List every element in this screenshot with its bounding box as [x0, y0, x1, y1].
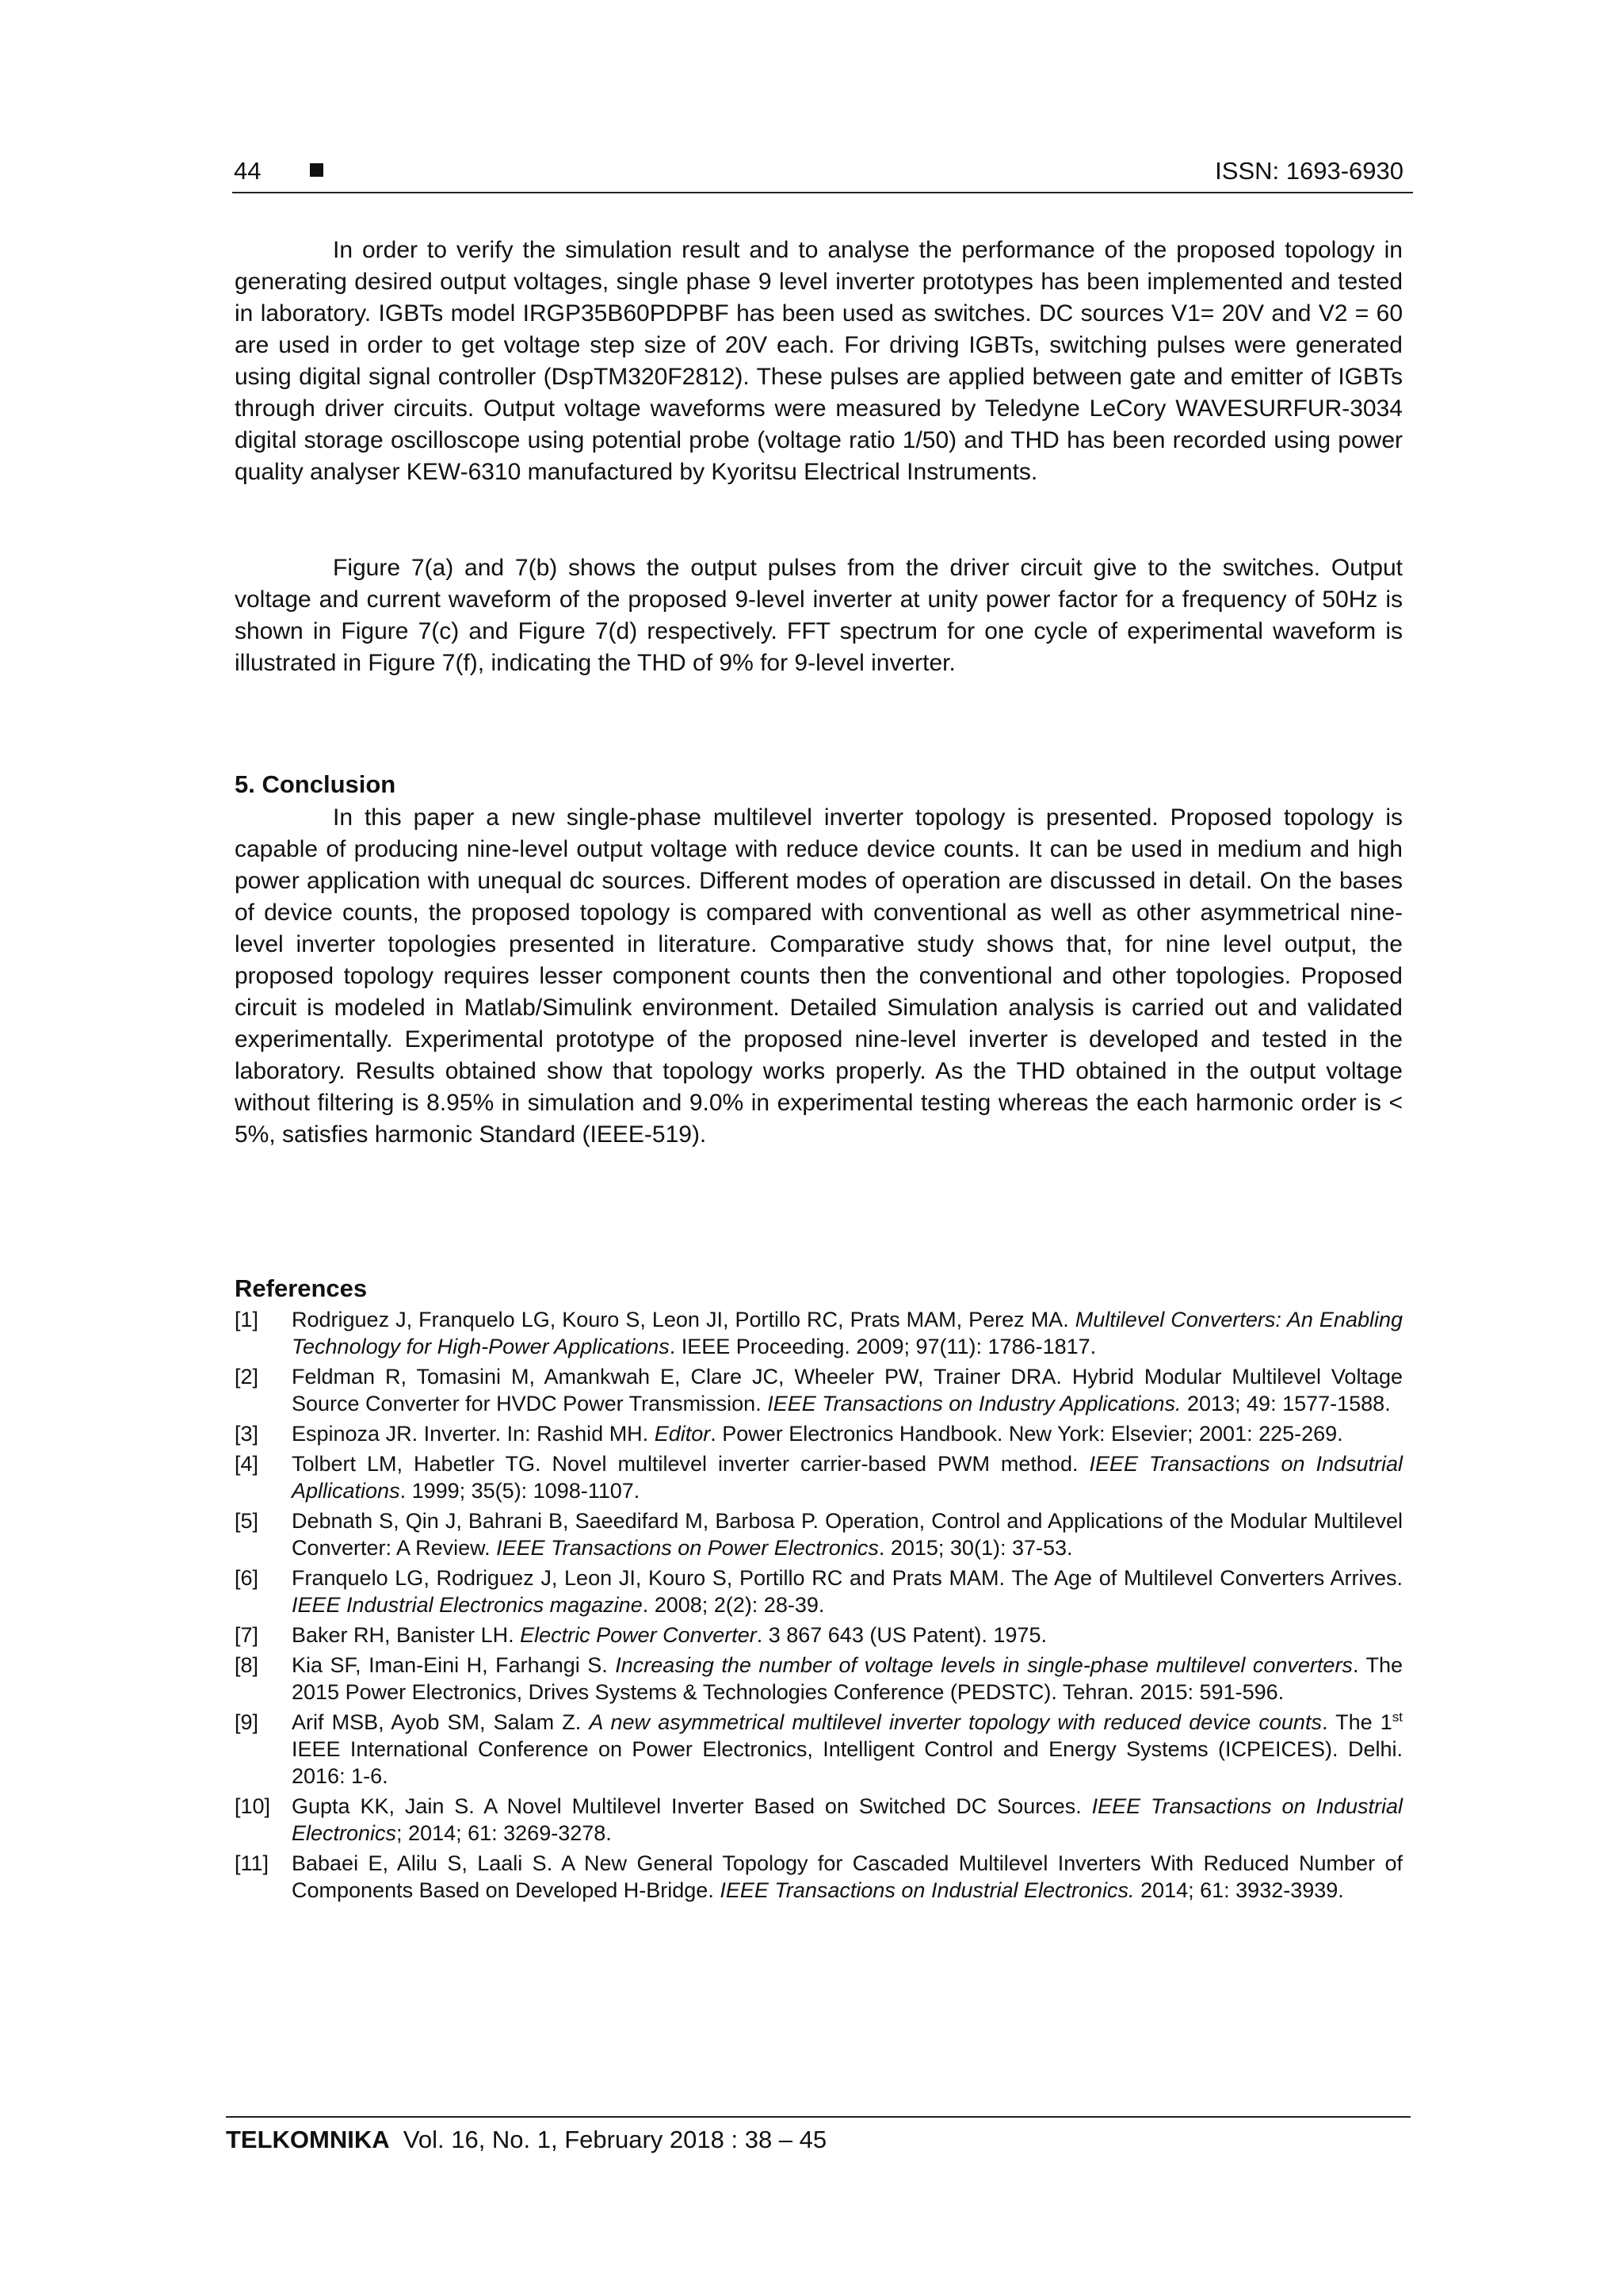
reference-item: [7] Baker RH, Banister LH. Electric Power Converter. 3 867 643 (US Patent). 1975.: [235, 1623, 1047, 1647]
reference-item: [5] Debnath S, Qin J, Bahrani B, Saeedifard M, Barbosa P. Operation, Control and Applications of the Modular Multilevel Converter: A Review. IEEE Transactions on Power Electronics. 2015; 30(1): 37-53.: [235, 1509, 1403, 1560]
reference-item: [6] Franquelo LG, Rodriguez J, Leon JI, Kouro S, Portillo RC and Prats MAM. The Age of Multilevel Converters Arrives. IEEE Industrial Electronics magazine. 2008; 2(2): 28-39.: [235, 1566, 1403, 1617]
reference-item: [1] Rodriguez J, Franquelo LG, Kouro S, Leon JI, Portillo RC, Prats MAM, Perez MA. Multilevel Converters: An Enabling Technology for High-Power Applications. IEEE Proceeding. 2009; 97(11): 1786-1817.: [235, 1308, 1403, 1358]
conclusion-paragraph: In this paper a new single-phase multilevel inverter topology is presented. Proposed topology is capable of producing nine-level output voltage with reduce device counts. It can be used in medium and high power application with unequal dc sources. Different modes of operation are discussed in detail. On the bases of device counts, the proposed topology is compared with conventional as well as other asymmetrical nine-level inverter topologies presented in literature. Comparative study shows that, for nine level output, the proposed topology requires lesser component counts then the conventional and other topologies. Proposed circuit is modeled in Matlab/Simulink environment. Detailed Simulation analysis is carried out and validated experimentally. Experimental prototype of the proposed nine-level inverter is developed and tested in the laboratory. Results obtained show that topology works properly. As the THD obtained in the output voltage without filtering is 8.95% in simulation and 9.0% in experimental testing whereas the each harmonic order is < 5%, satisfies harmonic Standard (IEEE-519).: [235, 804, 1403, 1148]
conclusion-heading: 5. Conclusion: [235, 770, 396, 798]
reference-list: [235, 1306, 1403, 1907]
body-paragraph-1: In order to verify the simulation result and to analyse the performance of the proposed topology in generating desired output voltages, single phase 9 level inverter prototypes has been implemented and tested in laboratory. IGBTs model IRGP35B60PDPBF has been used as switches. DC sources V1= 20V and V2 = 60 are used in order to get voltage step size of 20V each. For driving IGBTs, switching pulses were generated using digital signal controller (DspTM320F2812). These pulses are applied between gate and emitter of IGBTs through driver circuits. Output voltage waveforms were measured by Teledyne LeCory WAVESURFUR-3034 digital storage oscilloscope using potential probe (voltage ratio 1/50) and THD has been recorded using power quality analyser KEW-6310 manufactured by Kyoritsu Electrical Instruments.: [235, 237, 1403, 485]
reference-item: [10] Gupta KK, Jain S. A Novel Multilevel Inverter Based on Switched DC Sources. IEEE Transactions on Industrial Electronics; 2014; 61: 3269-3278.: [235, 1794, 1403, 1845]
issn: ISSN: 1693-6930: [1215, 157, 1403, 185]
reference-item: [9] Arif MSB, Ayob SM, Salam Z. A new asymmetrical multilevel inverter topology with reduced device counts. The 1st IEEE International Conference on Power Electronics, Intelligent Control and Energy Systems (ICPEICES). Delhi. 2016: 1-6.: [235, 1710, 1403, 1788]
square-bullet-icon: [310, 163, 323, 177]
reference-item: [8] Kia SF, Iman-Eini H, Farhangi S. Increasing the number of voltage levels in single-phase multilevel converters. The 2015 Power Electronics, Drives Systems & Technologies Conference (PEDSTC). Tehran. 2015: 591-596.: [235, 1653, 1403, 1704]
reference-item: [2] Feldman R, Tomasini M, Amankwah E, Clare JC, Wheeler PW, Trainer DRA. Hybrid Modular Multilevel Voltage Source Converter for HVDC Power Transmission. IEEE Transactions on Industry Applications. 2013; 49: 1577-1588.: [235, 1365, 1403, 1415]
issue-details: Vol. 16, No. 1, February 2018 : 38 – 45: [403, 2126, 827, 2153]
reference-item: [4] Tolbert LM, Habetler TG. Novel multilevel inverter carrier-based PWM method. IEEE Transactions on Indsutrial Apllications. 1999; 35(5): 1098-1107.: [235, 1452, 1403, 1503]
page-number: 44: [234, 157, 262, 185]
reference-item: [11] Babaei E, Alilu S, Laali S. A New General Topology for Cascaded Multilevel Inverters With Reduced Number of Components Based on Developed H-Bridge. IEEE Transactions on Industrial Electronics. 2014; 61: 3932-3939.: [235, 1851, 1403, 1902]
page-footer: [226, 2116, 1411, 2154]
journal-name: TELKOMNIKA: [226, 2126, 390, 2153]
page-header: [232, 157, 1413, 193]
reference-item: [3] Espinoza JR. Inverter. In: Rashid MH. Editor. Power Electronics Handbook. New York: Elsevier; 2001: 225-269.: [235, 1422, 1343, 1446]
references-heading: References: [235, 1274, 368, 1302]
body-paragraph-2: Figure 7(a) and 7(b) shows the output pulses from the driver circuit give to the switches. Output voltage and current waveform of the proposed 9-level inverter at unity power factor for a frequency of 50Hz is shown in Figure 7(c) and Figure 7(d) respectively. FFT spectrum for one cycle of experimental waveform is illustrated in Figure 7(f), indicating the THD of 9% for 9-level inverter.: [235, 555, 1403, 676]
